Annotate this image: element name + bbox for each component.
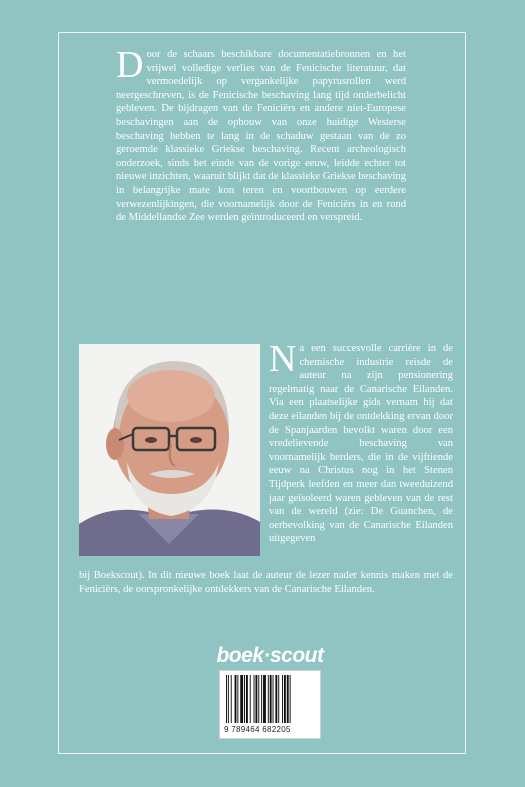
author-photo [79, 344, 260, 556]
barcode-bar [270, 675, 272, 723]
barcode [219, 670, 321, 739]
barcode-bar [284, 675, 286, 723]
barcode-bar [237, 675, 238, 723]
bio-paragraph [269, 338, 453, 546]
barcode-bar [290, 675, 291, 723]
barcode-bar [287, 675, 289, 723]
bio-dropcap: N [269, 338, 297, 380]
barcode-bar [268, 675, 269, 723]
barcode-bar [282, 675, 283, 723]
barcode-bar [228, 675, 229, 723]
barcode-bar [240, 675, 243, 723]
publisher-logo [215, 644, 325, 668]
isbn-number: 9 789464 682205 [224, 725, 291, 734]
barcode-bar [275, 675, 277, 723]
publisher-logo-part2: scout [270, 644, 324, 667]
barcode-bar [278, 675, 279, 723]
barcode-bar [244, 675, 245, 723]
intro-text: oor de schaars beschikbare documentatiebronnen en het vrijwel volledige verlies van de Fenicische literatuur, dat vermoedelijk op vergankelijke papyrusrollen werd neergeschreven, is de Fenicische beschaving lang tijd onderbelicht gebleven. De bijdragen van de Feniciërs en andere niet-Europese beschavingen aan de opbouw van onze huidige Westerse beschaving hebben te lang in de schaduw gestaan van de zo geroemde klassieke Griekse beschaving. Recent archeologisch onderzoek, sinds het einde van de vorige eeuw, leidde echter tot nieuwe inzichten, waaruit blijkt dat de klassieke Griekse beschaving in belangrijke mate kon teren en voortbouwen op eerdere verwezenlijkingen, die voornamelijk door de Feniciërs in en rond de Middellandse Zee werden geïntroduceerd en verspreid. [116, 49, 406, 224]
intro-dropcap: D [116, 44, 144, 86]
barcode-bar [235, 675, 237, 723]
intro-paragraph [116, 44, 406, 225]
author-portrait-illustration [79, 344, 260, 556]
barcode-bar [246, 675, 248, 723]
barcode-bars [226, 675, 316, 723]
barcode-bar [255, 675, 257, 723]
barcode-bar [226, 675, 227, 723]
bio-paragraph-continued: bij Boekscout). In dit nieuwe boek laat de auteur de lezer nader kennis maken met de Feniciërs, de oorspronkelijke ontdekkers van de Canarische Eilanden. [79, 570, 453, 595]
barcode-bar [273, 675, 274, 723]
bio-text: a een succesvolle carrière in de chemische industrie reisde de auteur na zijn pensionering regelmatig naar de Canarische Eilanden. Via een plaatselijke gids vernam hij dat deze eilanden bij de ontdekking ervan door de Spanjaarden bevolkt waren door een vredelievende beschaving van voornamelijk herders, die in de vijftiende eeuw na Christus nog in het Stenen Tijdperk leefden en meer dan tweeduizend jaar geïsoleerd waren gebleven van de rest van de wereld (zie: De Guanchen, de oerbevolking van de Canarische Eilanden uitgegeven [269, 343, 453, 545]
barcode-bar [250, 675, 251, 723]
publisher-logo-part1: boek [216, 644, 264, 667]
barcode-bar [254, 675, 255, 723]
barcode-bar [231, 675, 232, 723]
barcode-bar [261, 675, 262, 723]
barcode-bar [263, 675, 266, 723]
publisher-logo-dot: · [263, 644, 270, 667]
barcode-bar [258, 675, 259, 723]
